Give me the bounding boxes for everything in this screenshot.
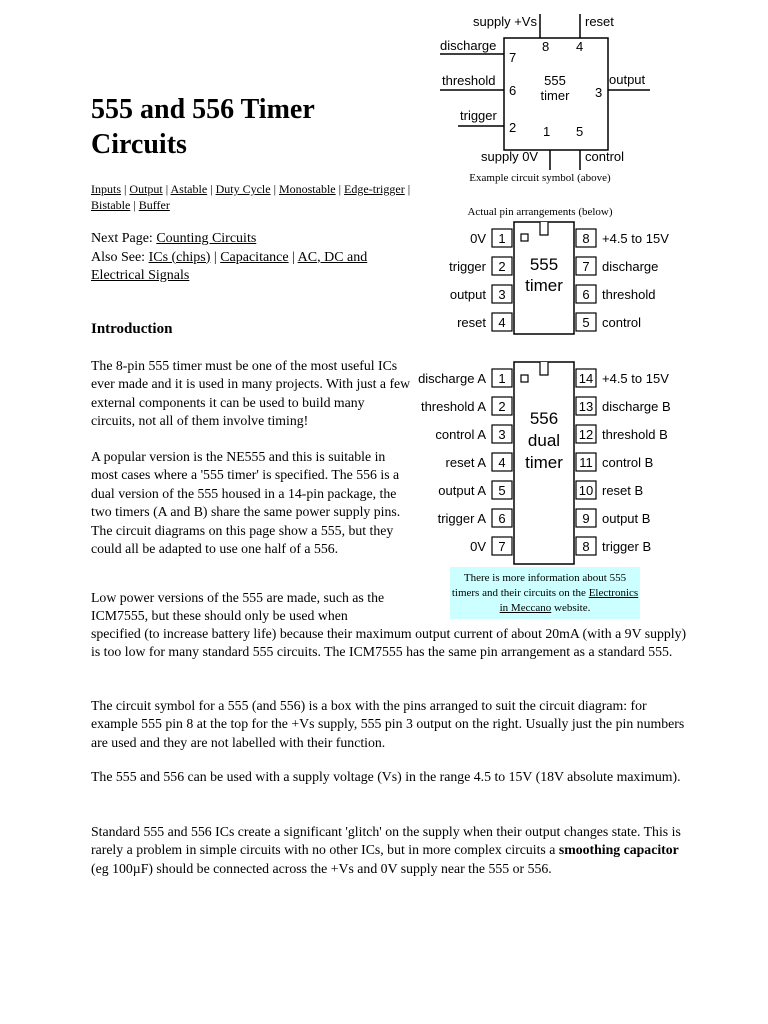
nav-link-edge-trigger[interactable]: Edge-trigger [344,182,405,196]
nav-link-monostable[interactable]: Monostable [278,182,336,196]
symbol-caption: Example circuit symbol (above) [469,172,611,184]
info-box-text-b: website. [551,602,591,614]
chip556-pin-2-number: 2 [498,399,506,414]
chip556-pin-12-number: 12 [578,427,594,442]
nav-link-inputs[interactable]: Inputs [91,182,121,196]
pin-label-reset: reset [585,14,614,29]
chip555-pin-2-number: 2 [498,259,506,274]
chip556-pin-9-label: output B [602,511,651,526]
chip-556-right-pins [576,369,671,555]
nav-link-bistable[interactable]: Bistable [91,197,131,212]
chip556-pin-1-label: discharge A [418,371,486,386]
chip-555-name: 555 [529,255,559,274]
pin-label-control: control [585,149,625,164]
chip-555-right-pins [576,229,669,331]
also-see-link-ics[interactable]: ICs (chips) [148,249,211,265]
also-see-label: Also See: [91,249,149,265]
nav-link-output[interactable]: Output [129,182,163,196]
chip556-pin-13-number: 13 [578,399,594,414]
chip-556-subname-2: timer [525,453,563,472]
also-see-link-capacitance[interactable]: Capacitance [220,249,289,265]
chip556-pin-10-label: reset B [602,483,644,498]
chip556-pin-9-number: 9 [582,511,590,526]
chip-556-subname: dual [527,431,561,450]
chip556-pin-11-label: control B [602,455,654,470]
chip556-pin-10-number: 10 [578,483,594,498]
chip556-pin-8-label: trigger B [602,539,652,554]
pin-number-5: 5 [576,124,584,139]
chip-556-left-pins [418,369,512,555]
chip556-pin-11-number: 11 [579,455,593,470]
chip556-pin-5-number: 5 [498,483,506,498]
pin-number-7: 7 [509,50,517,65]
chip555-pin-1-label: 0V [470,231,486,246]
circuit-symbol-diagram [430,6,660,176]
chip556-pin-7-label: 0V [470,539,486,554]
pin-label-discharge: discharge [440,38,497,53]
pin-arrangement-caption: Actual pin arrangements (below) [467,206,613,218]
chip555-pin-5-label: control [602,315,642,330]
chip556-pin-14-label: +4.5 to 15V [602,371,669,386]
chip555-pin-7-number: 7 [582,259,590,274]
chip556-pin-6-label: trigger A [437,511,486,526]
chip556-pin-12-label: threshold B [602,427,668,442]
nav-link-buffer[interactable]: Buffer [138,197,170,212]
section-heading: Introduction [91,321,173,337]
chip556-pin-2-label: threshold A [420,399,486,414]
info-box-text-a: There is more information about 555 timers and their circuits on the [451,572,627,599]
chip-notch [540,362,548,375]
chip555-pin-8-number: 8 [582,231,590,246]
pin-label-output: output [609,72,646,87]
pin-number-2: 2 [509,120,517,135]
chip555-pin-5-number: 5 [582,315,590,330]
chip556-pin-1-number: 1 [498,371,506,386]
chip556-pin-6-number: 6 [498,511,506,526]
paragraph-6-text-b: (eg 100µF) should be connected across the +Vs and 0V supply near the 555 or 556. [91,860,552,876]
chip-556-name: 556 [529,409,559,428]
nav-link-astable[interactable]: Astable [170,182,208,196]
paragraph-4: The circuit symbol for a 555 (and 556) is a box with the pins arranged to suit the circuit diagram: for example 555 pin 8 at the top for the +Vs supply, 555 pin 3 output on the right. Usually just the pin numbers are used and they are not labelled with their function. [91,698,685,750]
related-links: Next Page: Counting Circuits Also See: ICs (chips) | Capacitance | AC, DC and Electrical Signals [91,231,368,283]
chip555-pin-6-label: threshold [602,287,656,302]
paragraph-6 [91,823,691,878]
chip555-pin-4-number: 4 [498,315,506,330]
chip556-pin-3-label: control A [435,427,486,442]
chip556-pin-7-number: 7 [498,539,506,554]
chip555-pin-2-label: trigger [449,259,486,274]
chip-notch [540,222,548,235]
pin-label-supply-vs: supply +Vs [473,14,537,29]
symbol-chip-name: 555 [544,73,566,88]
paragraph-2: A popular version is the NE555 and this is suitable in most cases where a '555 timer' is specified. The 556 is a dual version of the 555 housed in a 14-pin package, the two timers (A and B) share the same power supply pins. The circuit diagrams on this page show a 555, but they could all be adapted to use one half of a 556. [91,449,401,557]
topic-links: Inputs | Output | Astable | Duty Cycle | Monostable | Edge-trigger | Bistable | Buffer [91,182,411,212]
chip555-pin-8-label: +4.5 to 15V [602,231,669,246]
chip-555-left-pins [449,229,512,331]
chip556-pin-14-number: 14 [578,371,594,386]
chip555-pin-3-label: output [449,287,486,302]
pin-number-4: 4 [576,39,584,54]
chip-556-pinout [400,358,690,568]
paragraph-5: The 555 and 556 can be used with a supply voltage (Vs) in the range 4.5 to 15V (18V absolute maximum). [91,769,681,784]
pin-number-8: 8 [542,39,550,54]
chip556-pin-4-number: 4 [498,455,506,470]
pin-label-trigger: trigger [460,108,497,123]
pin-label-threshold: threshold [442,73,496,88]
also-see-link-ac-dc[interactable]: AC, DC and Electrical Signals [91,249,368,283]
chip556-pin-8-number: 8 [582,539,590,554]
pin-number-3: 3 [595,85,603,100]
paragraph-3-start: Low power versions of the 555 are made, such as the ICM7555, but these should only be used when [91,590,385,624]
next-page-label: Next Page: [91,231,157,246]
chip556-pin-13-label: discharge B [602,399,671,414]
paragraph-6-text-a: Standard 555 and 556 ICs create a significant 'glitch' on the supply when their output changes state. This is rarely a problem in simple circuits with no other ICs, but in more complex circuits a [91,824,681,858]
chip555-pin-6-number: 6 [582,287,590,302]
chip555-pin-4-label: reset [457,315,486,330]
chip-555-subname: timer [525,276,563,295]
paragraph-1: The 8-pin 555 timer must be one of the most useful ICs ever made and it is used in many projects. With just a few external components it can be used to build many circuits, not all of them involve timing! [91,358,411,429]
chip555-pin-7-label: discharge [602,259,659,274]
symbol-chip-subname: timer [540,88,570,103]
next-page-link[interactable]: Counting Circuits [156,231,257,246]
chip555-pin-3-number: 3 [498,287,506,302]
page-title: 555 and 556 Timer Circuits [91,94,315,160]
paragraph-3-end: specified (to increase battery life) because their maximum output current of about 20mA (with a 9V supply) is too low for many standard 555 circuits. The ICM7555 has the same pin arrangement as a standard 555. [91,626,687,660]
chip-555-pinout [400,218,690,340]
smoothing-capacitor-term: smoothing capacitor [558,842,679,858]
pin-number-6: 6 [509,83,517,98]
nav-link-duty-cycle[interactable]: Duty Cycle [215,182,271,196]
meccano-link[interactable]: Electronics in Meccano [499,587,639,614]
info-box [450,567,640,619]
chip556-pin-4-label: reset A [445,455,486,470]
pin-label-supply-0v: supply 0V [481,149,539,164]
chip555-pin-1-number: 1 [498,231,506,246]
chip556-pin-5-label: output A [438,483,486,498]
pin-number-1: 1 [543,124,551,139]
chip556-pin-3-number: 3 [498,427,506,442]
